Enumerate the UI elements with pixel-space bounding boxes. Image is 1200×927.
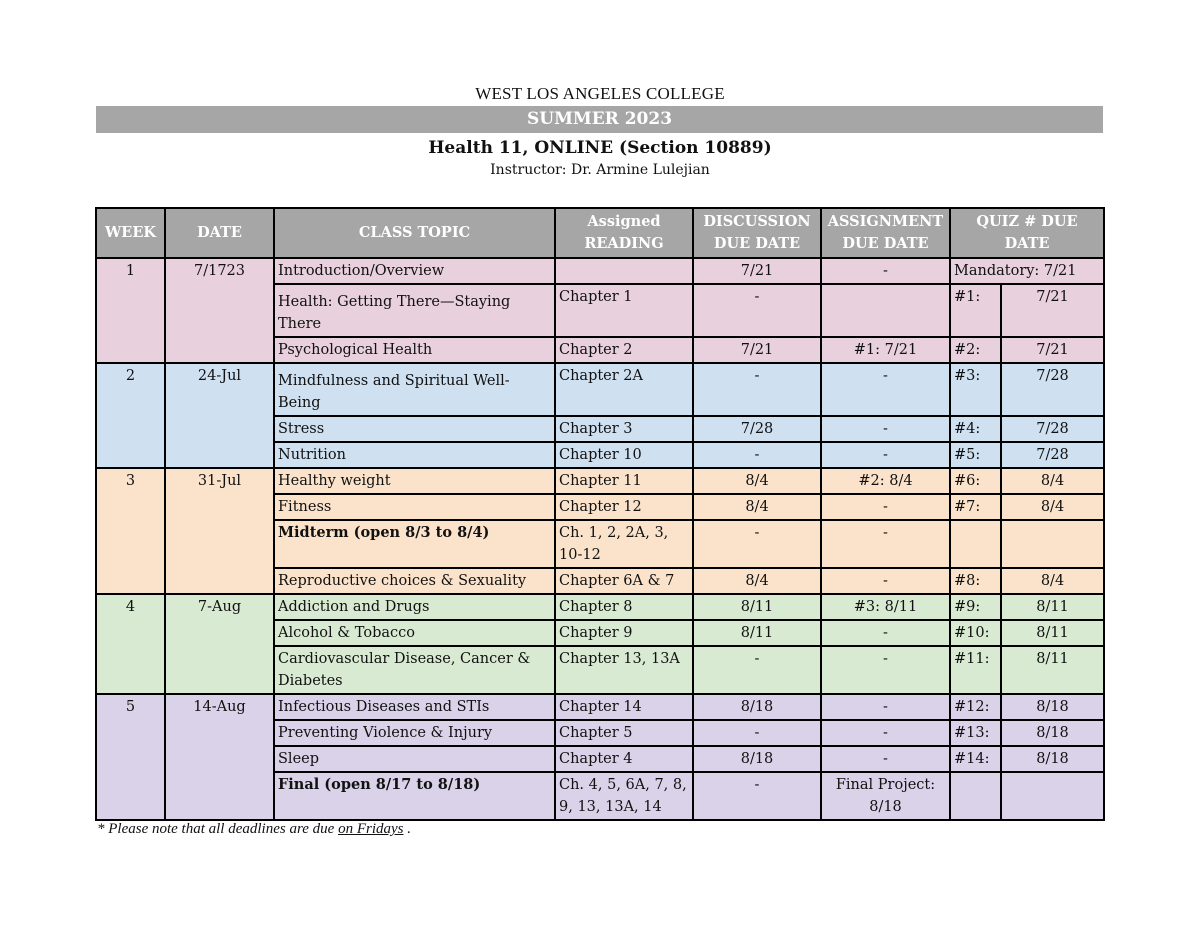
week-number: 5	[96, 694, 165, 820]
quiz-date-cell: 8/11	[1001, 620, 1104, 646]
quiz-cell: Mandatory: 7/21	[950, 258, 1104, 284]
assignment-cell: -	[821, 746, 950, 772]
assignment-cell: -	[821, 620, 950, 646]
topic-cell: Nutrition	[274, 442, 555, 468]
table-row	[96, 258, 1104, 284]
quiz-number-cell: #5:	[950, 442, 1001, 468]
quiz-date-cell: 8/18	[1001, 720, 1104, 746]
quiz-number-cell	[950, 520, 1001, 568]
header-assignment: ASSIGNMENT DUE DATE	[821, 208, 950, 258]
week-date: 31-Jul	[165, 468, 274, 594]
table-row	[96, 694, 1104, 720]
header-quiz: QUIZ # DUE DATE	[950, 208, 1104, 258]
quiz-date-cell: 8/18	[1001, 746, 1104, 772]
topic-cell: Introduction/Overview	[274, 258, 555, 284]
quiz-number-cell: #8:	[950, 568, 1001, 594]
week-number: 1	[96, 258, 165, 363]
quiz-date-cell	[1001, 772, 1104, 820]
topic-cell: Psychological Health	[274, 337, 555, 363]
topic-cell: Stress	[274, 416, 555, 442]
assignment-cell: #1: 7/21	[821, 337, 950, 363]
quiz-date-cell: 8/4	[1001, 568, 1104, 594]
quiz-date-cell: 7/28	[1001, 416, 1104, 442]
header-discussion: DISCUSSION DUE DATE	[693, 208, 821, 258]
reading-cell: Chapter 8	[555, 594, 693, 620]
quiz-number-cell: #10:	[950, 620, 1001, 646]
discussion-cell: 8/11	[693, 620, 821, 646]
footnote-text: * Please note that all deadlines are due	[97, 821, 335, 837]
week-number: 3	[96, 468, 165, 594]
assignment-cell: -	[821, 520, 950, 568]
assignment-cell: Final Project: 8/18	[821, 772, 950, 820]
topic-cell: Addiction and Drugs	[274, 594, 555, 620]
quiz-number-cell: #2:	[950, 337, 1001, 363]
assignment-cell: -	[821, 646, 950, 694]
topic-cell: Health: Getting There—Staying There	[274, 284, 555, 337]
course-title: Health 11, ONLINE (Section 10889)	[428, 138, 772, 158]
header-reading: Assigned READING	[555, 208, 693, 258]
reading-cell: Ch. 4, 5, 6A, 7, 8, 9, 13, 13A, 14	[555, 772, 693, 820]
reading-cell	[555, 258, 693, 284]
topic-cell: Cardiovascular Disease, Cancer & Diabetes	[274, 646, 555, 694]
quiz-number-cell: #6:	[950, 468, 1001, 494]
week-date: 14-Aug	[165, 694, 274, 820]
topic-cell: Final (open 8/17 to 8/18)	[274, 772, 555, 820]
week-date: 7-Aug	[165, 594, 274, 694]
quiz-number-cell: #4:	[950, 416, 1001, 442]
reading-cell: Chapter 3	[555, 416, 693, 442]
quiz-number-cell: #9:	[950, 594, 1001, 620]
discussion-cell: 8/18	[693, 694, 821, 720]
assignment-cell: -	[821, 258, 950, 284]
discussion-cell: 8/4	[693, 468, 821, 494]
discussion-cell: -	[693, 772, 821, 820]
assignment-cell: -	[821, 442, 950, 468]
quiz-number-cell: #11:	[950, 646, 1001, 694]
discussion-cell: -	[693, 646, 821, 694]
header-row	[96, 208, 1104, 258]
topic-cell: Alcohol & Tobacco	[274, 620, 555, 646]
quiz-date-cell: 8/11	[1001, 594, 1104, 620]
discussion-cell: 7/21	[693, 258, 821, 284]
reading-cell: Chapter 4	[555, 746, 693, 772]
header-week: WEEK	[96, 208, 165, 258]
discussion-cell: -	[693, 720, 821, 746]
reading-cell: Chapter 10	[555, 442, 693, 468]
term-banner: SUMMER 2023	[96, 106, 1103, 133]
deadline-footnote	[97, 821, 411, 838]
reading-cell: Chapter 2	[555, 337, 693, 363]
quiz-date-cell: 7/21	[1001, 284, 1104, 337]
quiz-date-cell: 8/4	[1001, 468, 1104, 494]
topic-cell: Preventing Violence & Injury	[274, 720, 555, 746]
discussion-cell: 7/21	[693, 337, 821, 363]
reading-cell: Chapter 6A & 7	[555, 568, 693, 594]
discussion-cell: -	[693, 363, 821, 416]
assignment-cell: -	[821, 363, 950, 416]
reading-cell: Chapter 1	[555, 284, 693, 337]
discussion-cell: 7/28	[693, 416, 821, 442]
assignment-cell: -	[821, 494, 950, 520]
table-row	[96, 363, 1104, 416]
assignment-cell: #2: 8/4	[821, 468, 950, 494]
assignment-cell: -	[821, 694, 950, 720]
discussion-cell: -	[693, 442, 821, 468]
quiz-number-cell: #1:	[950, 284, 1001, 337]
topic-cell: Fitness	[274, 494, 555, 520]
footnote-end: .	[407, 821, 411, 837]
week-number: 4	[96, 594, 165, 694]
quiz-number-cell: #7:	[950, 494, 1001, 520]
quiz-date-cell: 7/28	[1001, 442, 1104, 468]
discussion-cell: 8/18	[693, 746, 821, 772]
discussion-cell: 8/4	[693, 568, 821, 594]
topic-cell: Mindfulness and Spiritual Well-Being	[274, 363, 555, 416]
assignment-cell: -	[821, 720, 950, 746]
reading-cell: Ch. 1, 2, 2A, 3, 10-12	[555, 520, 693, 568]
reading-cell: Chapter 2A	[555, 363, 693, 416]
quiz-date-cell	[1001, 520, 1104, 568]
quiz-number-cell: #12:	[950, 694, 1001, 720]
quiz-number-cell	[950, 772, 1001, 820]
quiz-number-cell: #13:	[950, 720, 1001, 746]
quiz-date-cell: 7/21	[1001, 337, 1104, 363]
topic-cell: Healthy weight	[274, 468, 555, 494]
quiz-number-cell: #3:	[950, 363, 1001, 416]
discussion-cell: 8/11	[693, 594, 821, 620]
footnote-emphasis: on Fridays	[338, 821, 404, 837]
table-row	[96, 468, 1104, 494]
topic-cell: Sleep	[274, 746, 555, 772]
week-date: 24-Jul	[165, 363, 274, 468]
reading-cell: Chapter 5	[555, 720, 693, 746]
quiz-date-cell: 8/18	[1001, 694, 1104, 720]
quiz-number-cell: #14:	[950, 746, 1001, 772]
header-topic: CLASS TOPIC	[274, 208, 555, 258]
week-number: 2	[96, 363, 165, 468]
topic-cell: Midterm (open 8/3 to 8/4)	[274, 520, 555, 568]
assignment-cell	[821, 284, 950, 337]
quiz-date-cell: 8/4	[1001, 494, 1104, 520]
assignment-cell: -	[821, 568, 950, 594]
reading-cell: Chapter 12	[555, 494, 693, 520]
header-date: DATE	[165, 208, 274, 258]
college-name: WEST LOS ANGELES COLLEGE	[475, 84, 725, 103]
quiz-date-cell: 7/28	[1001, 363, 1104, 416]
assignment-cell: -	[821, 416, 950, 442]
topic-cell: Infectious Diseases and STIs	[274, 694, 555, 720]
reading-cell: Chapter 11	[555, 468, 693, 494]
instructor-name: Instructor: Dr. Armine Lulejian	[490, 162, 710, 178]
discussion-cell: 8/4	[693, 494, 821, 520]
reading-cell: Chapter 9	[555, 620, 693, 646]
reading-cell: Chapter 14	[555, 694, 693, 720]
quiz-date-cell: 8/11	[1001, 646, 1104, 694]
discussion-cell: -	[693, 520, 821, 568]
schedule-table	[95, 207, 1105, 821]
discussion-cell: -	[693, 284, 821, 337]
assignment-cell: #3: 8/11	[821, 594, 950, 620]
reading-cell: Chapter 13, 13A	[555, 646, 693, 694]
table-row	[96, 594, 1104, 620]
week-date: 7/1723	[165, 258, 274, 363]
topic-cell: Reproductive choices & Sexuality	[274, 568, 555, 594]
